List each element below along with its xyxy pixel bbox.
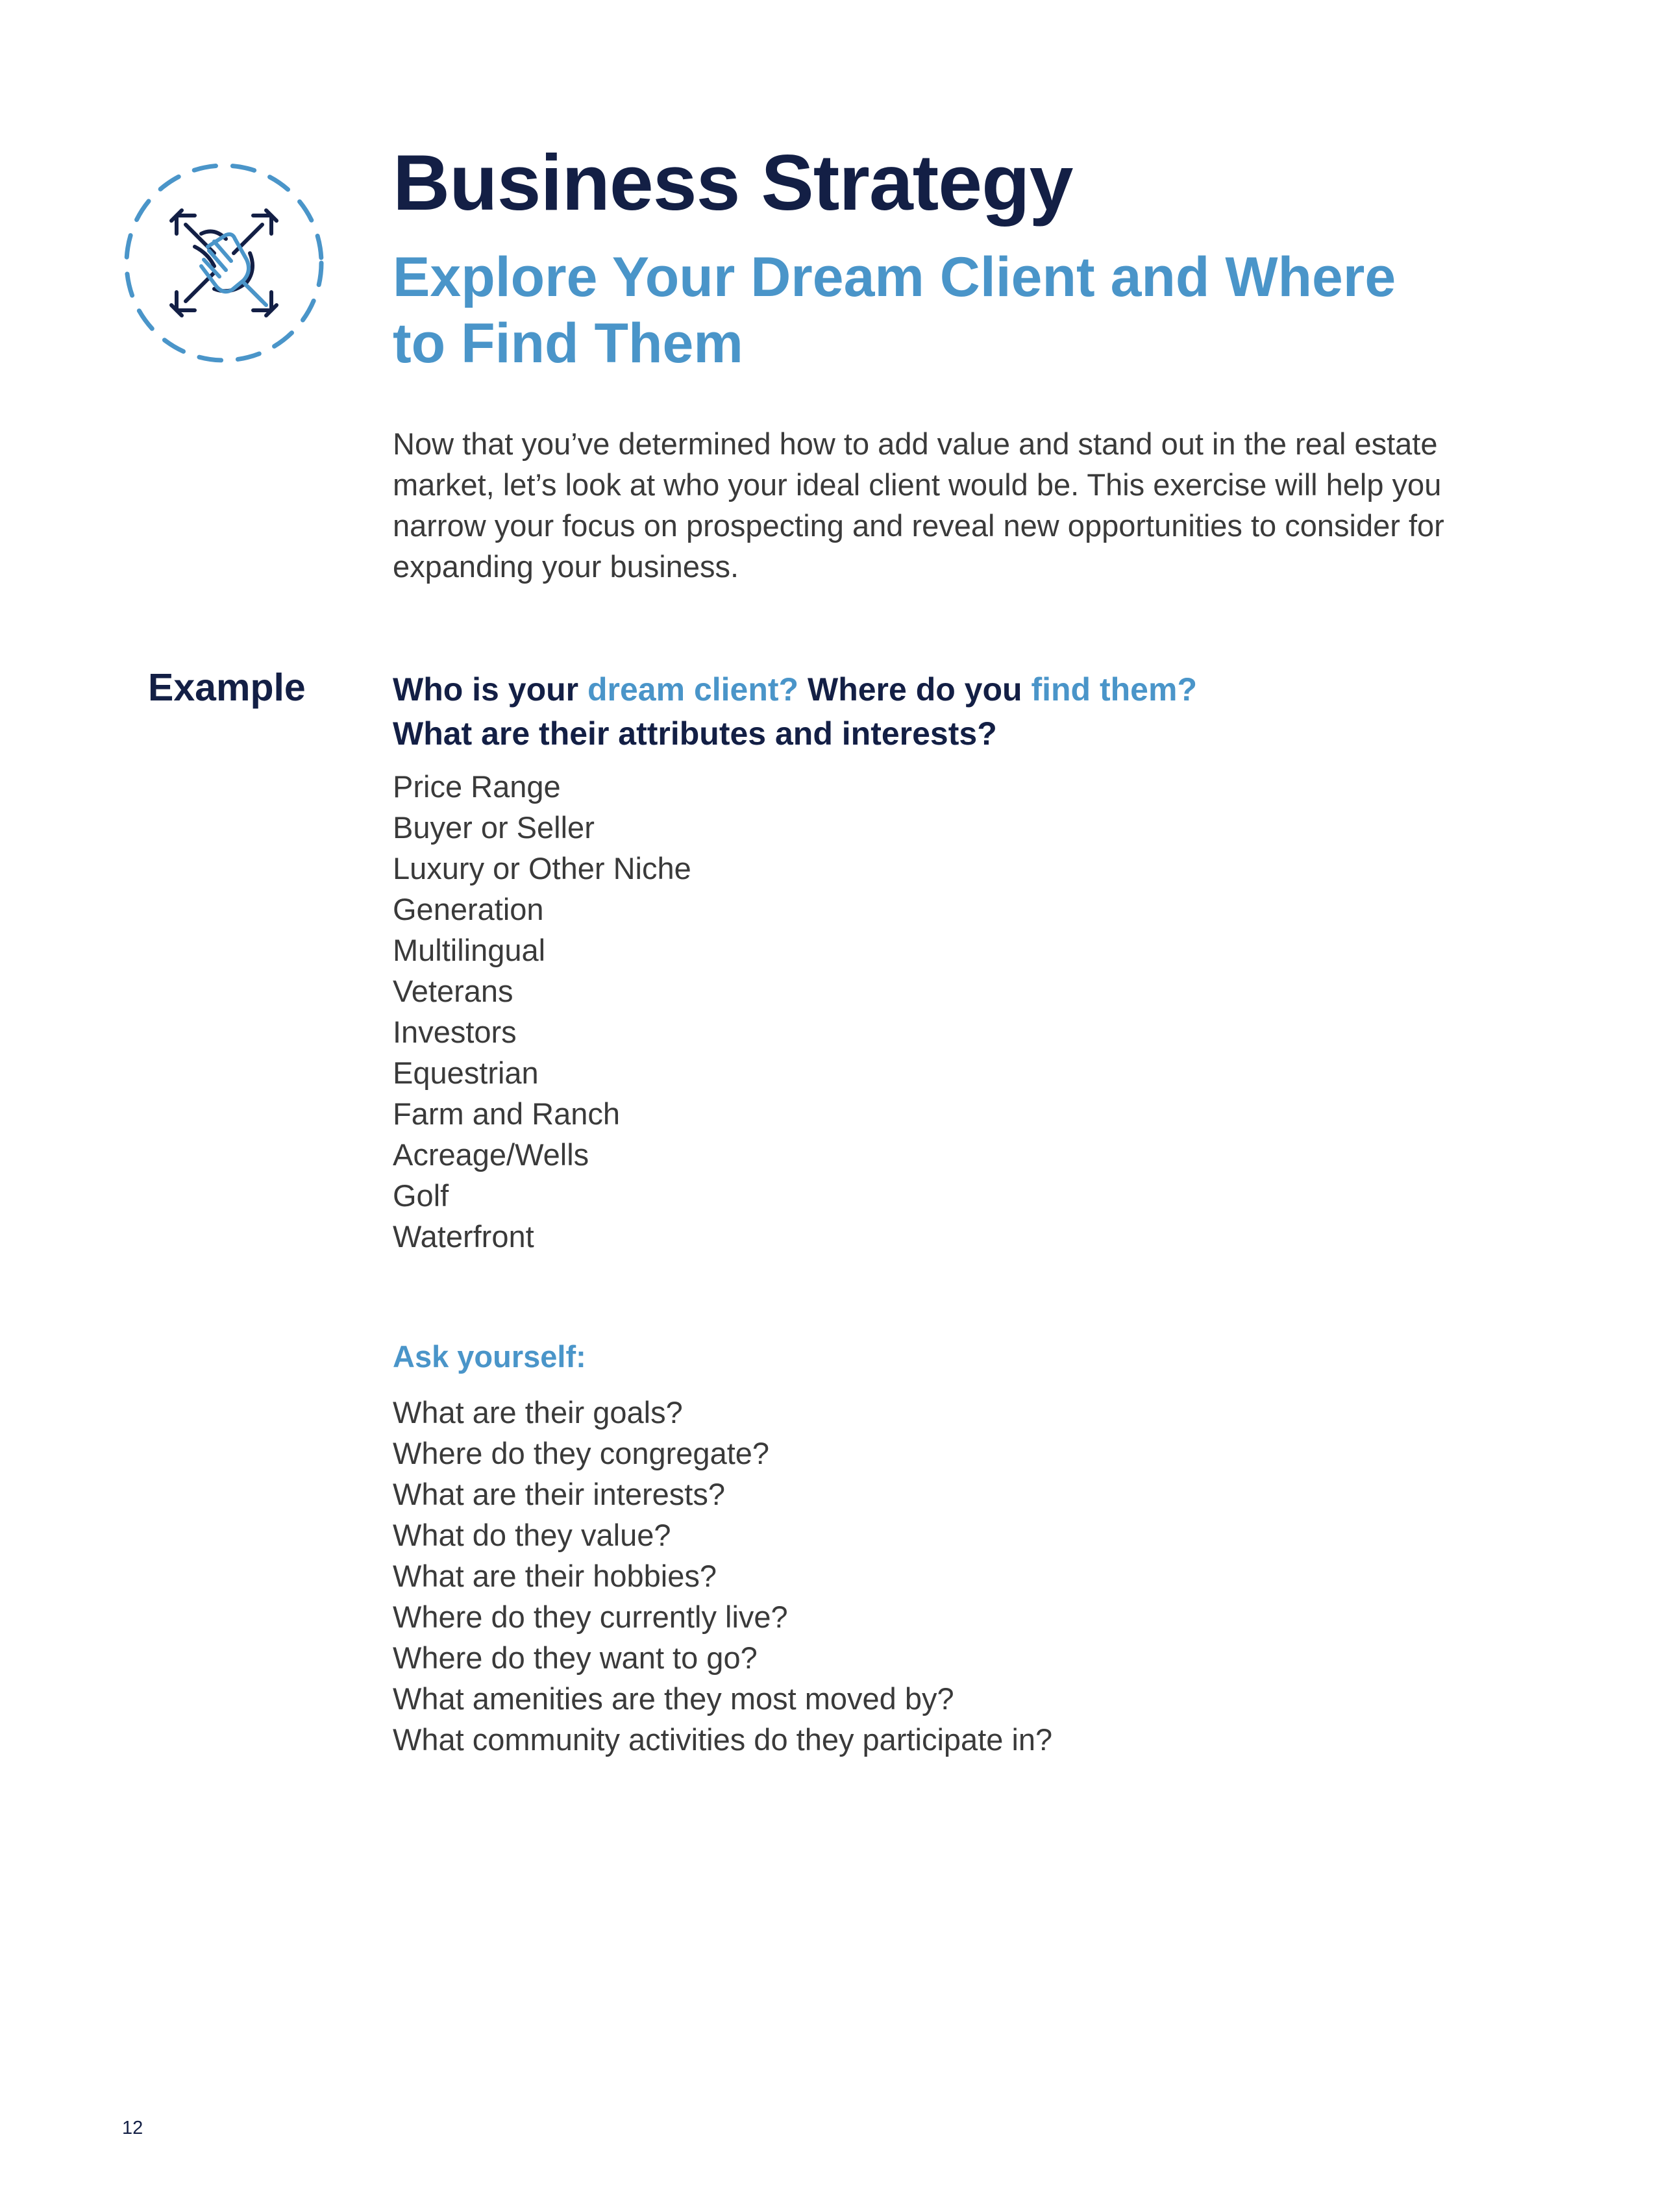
list-item: Luxury or Other Niche xyxy=(393,851,691,885)
list-item: What are their goals? xyxy=(393,1395,683,1430)
list-item: Waterfront xyxy=(393,1219,534,1254)
question-highlight-1: dream client? xyxy=(587,671,799,708)
list-item: Golf xyxy=(393,1178,449,1213)
list-item: Equestrian xyxy=(393,1056,539,1090)
list-item: Generation xyxy=(393,892,544,926)
example-label: Example xyxy=(148,666,306,709)
list-item: Where do they currently live? xyxy=(393,1600,788,1634)
list-item: Acreage/Wells xyxy=(393,1137,589,1172)
question-highlight-2: find them? xyxy=(1031,671,1197,708)
page-subtitle xyxy=(393,244,1496,377)
list-item: Where do they want to go? xyxy=(393,1640,758,1675)
list-item: Buyer or Seller xyxy=(393,810,595,845)
ask-question-list xyxy=(393,1392,1052,1760)
intro-paragraph: Now that you’ve determined how to add value and stand out in the real estate market, let’s look at who your ideal client would be. This exercise will help you narrow your focus on prospecting and reveal new opportunities to consider for expanding your business. xyxy=(393,427,1444,584)
list-item: Farm and Ranch xyxy=(393,1096,621,1131)
question-part-1: Who is your xyxy=(393,671,587,708)
list-item: What amenities are they most moved by? xyxy=(393,1681,954,1716)
list-item: Where do they congregate? xyxy=(393,1436,770,1470)
example-question xyxy=(393,667,1496,756)
list-item: What community activities do they participate in? xyxy=(393,1722,1053,1757)
teamwork-hands-icon xyxy=(117,156,331,370)
list-item: Multilingual xyxy=(393,933,546,967)
list-item: What do they value? xyxy=(393,1518,671,1552)
subtitle-line-1: Explore Your Dream Client and Where xyxy=(393,246,1396,308)
ask-yourself-heading: Ask yourself: xyxy=(393,1339,586,1374)
question-part-2: Where do you xyxy=(798,671,1031,708)
subtitle-line-2: to Find Them xyxy=(393,312,743,375)
question-line-2: What are their attributes and interests? xyxy=(393,715,997,752)
attribute-list xyxy=(393,766,691,1257)
page-number: 12 xyxy=(122,2118,143,2138)
list-item: Investors xyxy=(393,1015,517,1049)
list-item: Veterans xyxy=(393,974,513,1008)
page-title: Business Strategy xyxy=(393,138,1073,227)
list-item: Price Range xyxy=(393,769,561,804)
list-item: What are their hobbies? xyxy=(393,1559,717,1593)
list-item: What are their interests? xyxy=(393,1477,725,1511)
